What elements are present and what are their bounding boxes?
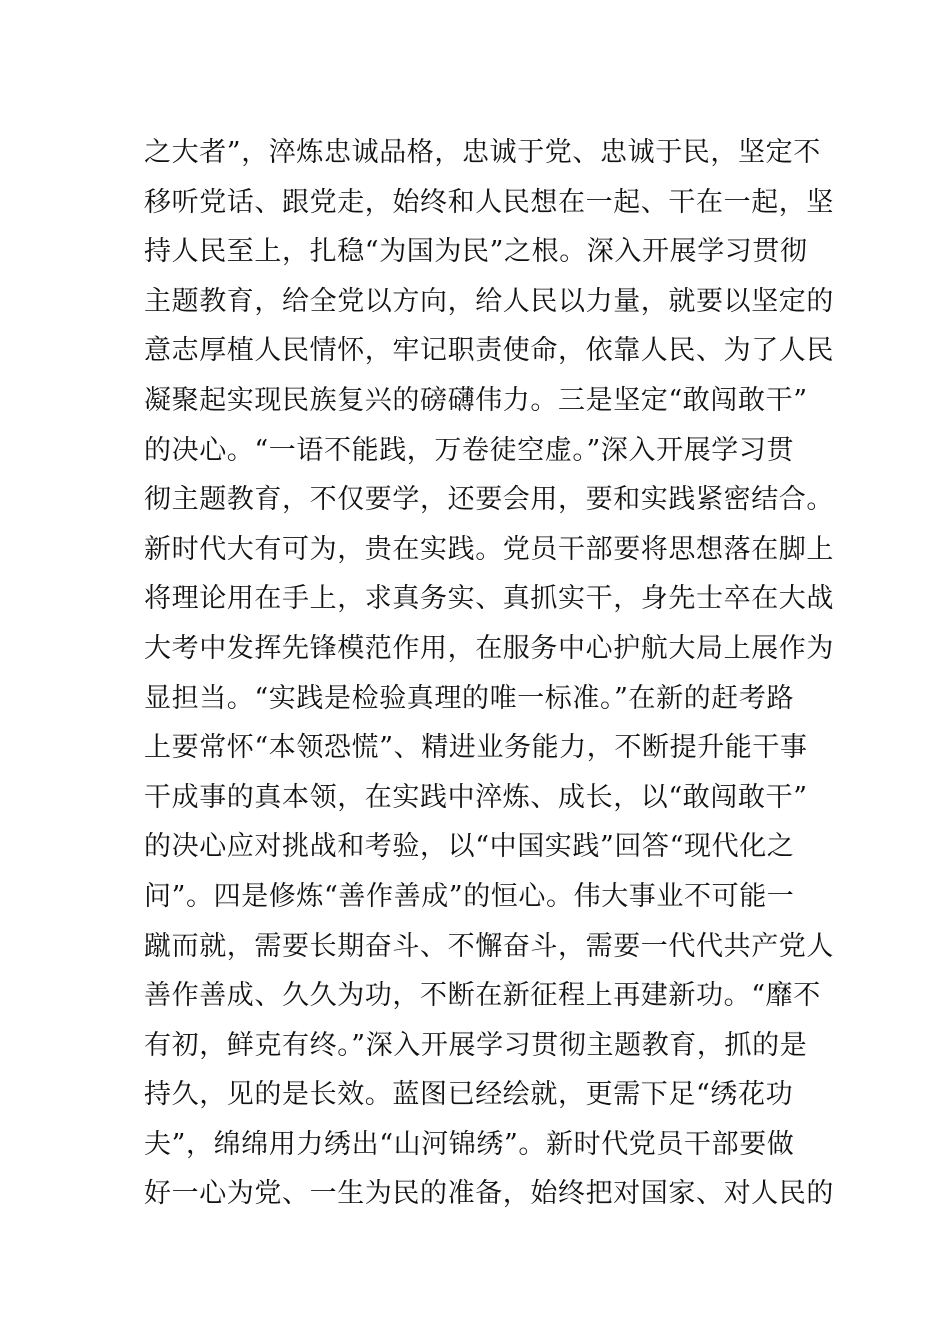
text-line: 的决心应对挑战和考验，以“中国实践”回答“现代化之	[144, 831, 795, 863]
text-line: 好一心为党、一生为民的准备，始终把对国家、对人民的	[144, 1178, 834, 1210]
text-line: 蹴而就，需要长期奋斗、不懈奋斗，需要一代代共产党人	[144, 930, 834, 962]
body-paragraph	[144, 128, 834, 1219]
text-line: 移听党话、跟党走，始终和人民想在一起、干在一起，坚	[144, 186, 834, 218]
text-line: 持人民至上，扎稳“为国为民”之根。深入开展学习贯彻	[144, 236, 808, 268]
text-line: 有初，鲜克有终。”深入开展学习贯彻主题教育，抓的是	[144, 1029, 808, 1061]
text-line: 意志厚植人民情怀，牢记职责使命，依靠人民、为了人民	[144, 335, 834, 367]
text-line: 显担当。“实践是检验真理的唯一标准。”在新的赶考路	[144, 682, 795, 714]
text-line: 主题教育，给全党以方向，给人民以力量，就要以坚定的	[144, 285, 834, 317]
text-line: 凝聚起实现民族复兴的磅礴伟力。三是坚定“敢闯敢干”	[144, 384, 808, 416]
text-line: 彻主题教育，不仅要学，还要会用，要和实践紧密结合。	[144, 484, 834, 516]
text-line: 新时代大有可为，贵在实践。党员干部要将思想落在脚上	[144, 533, 834, 565]
text-line: 夫”，绵绵用力绣出“山河锦绣”。新时代党员干部要做	[144, 1128, 795, 1160]
text-line: 持久，见的是长效。蓝图已经绘就，更需下足“绣花功	[144, 1079, 794, 1111]
text-line: 大考中发挥先锋模范作用，在服务中心护航大局上展作为	[144, 632, 834, 664]
text-line: 上要常怀“本领恐慌”、精进业务能力，不断提升能干事	[144, 732, 808, 764]
text-line: 问”。四是修炼“善作善成”的恒心。伟大事业不可能一	[144, 880, 795, 912]
text-line: 将理论用在手上，求真务实、真抓实干，身先士卒在大战	[144, 583, 834, 615]
text-line: 善作善成、久久为功，不断在新征程上再建新功。“靡不	[144, 980, 821, 1012]
text-line: 之大者”，淬炼忠诚品格，忠诚于党、忠诚于民，坚定不	[144, 137, 821, 168]
text-line: 干成事的真本领，在实践中淬炼、成长，以“敢闯敢干”	[144, 781, 808, 813]
text-line: 的决心。“一语不能践，万卷徒空虚。”深入开展学习贯	[144, 434, 795, 466]
